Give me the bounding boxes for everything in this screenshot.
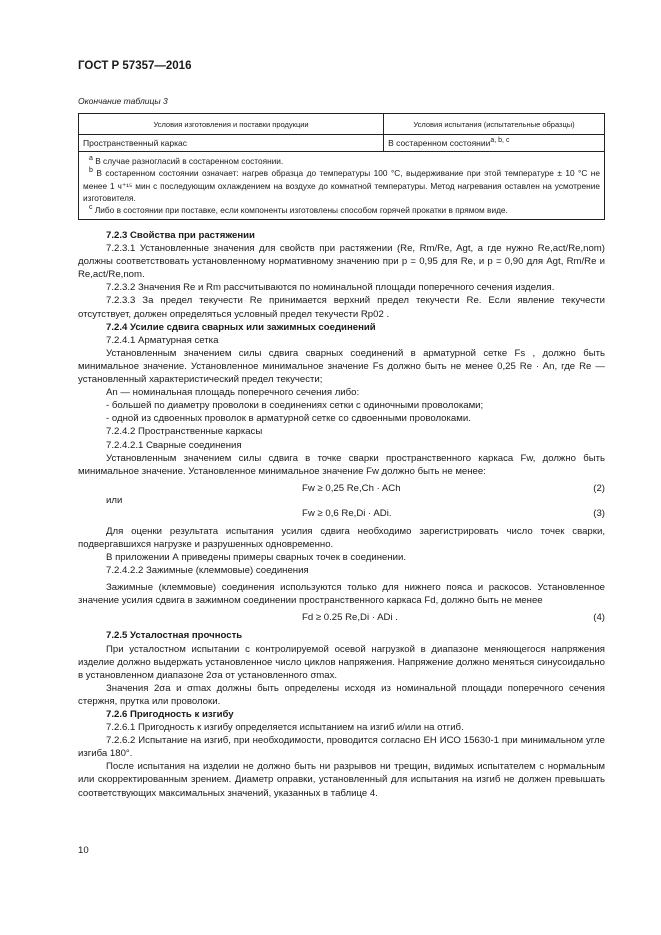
equation-3-formula: Fw ≥ 0,6 Re,Di · ADi. [302, 507, 392, 519]
heading-7-2-4: 7.2.4 Усилие сдвига сварных или зажимных соединений [106, 321, 376, 333]
para-7-2-4-2-2: 7.2.4.2.2 Зажимные (клеммовые) соединения [106, 565, 309, 577]
heading-7-2-3: 7.2.3 Свойства при растяжении [106, 230, 255, 241]
table-header-test: Условия испытания (испытательные образцы) [384, 114, 605, 135]
table-cell-condition: В состаренном состоянии$^{a, b, c}$ [384, 135, 605, 152]
table-caption: Окончание таблицы 3 [78, 96, 168, 106]
equation-4-number: (4) [593, 612, 605, 624]
para-7-2-4-2-1: 7.2.4.2.1 Сварные соединения [106, 439, 242, 451]
table-header-production: Условия изготовления и поставки продукции [79, 114, 384, 135]
para-evaluation: Для оценки результата испытания усилия сдвига необходимо зарегистрировать число точек сварки, подвергавшихся нагрузке и разрушенных одновременно. [78, 525, 605, 550]
equation-4 [78, 607, 605, 629]
para-annex-a: В приложении А приведены примеры сварных точек в соединении. [106, 552, 407, 564]
equation-2 [78, 478, 605, 500]
heading-7-2-6: 7.2.6 Пригодность к изгибу [106, 709, 234, 720]
para-7-2-3-2: 7.2.3.2 Значения Re и Rm рассчитываются по номинальной площади поперечного сечения изделия. [106, 282, 555, 294]
para-7-2-3-3: 7.2.3.3 За предел текучести Re принимается верхний предел текучести Re. Если явление текучести отсутствует, должен определяться условный предел текучести Rp02 . [78, 295, 605, 320]
para-mesh-shear: Установленным значением силы сдвига сварных соединений в арматурной сетке Fs , должно быть минимальное значение. Установленное минимальное значение Fs должно быть не менее 0,25 Re · An, где Re — установленный характеристический предел текучести; [78, 347, 605, 386]
document-header: ГОСТ Р 57357—2016 [78, 60, 192, 72]
para-an-def: An — номинальная площадь поперечного сечения либо: [106, 387, 360, 399]
equation-3-number: (3) [593, 507, 605, 519]
equation-2-number: (2) [593, 482, 605, 494]
para-7-2-6-2: 7.2.6.2 Испытание на изгиб, при необходимости, проводится согласно ЕН ИСО 15630-1 при минимальном угле изгиба 180°. [78, 735, 605, 760]
para-clamp-shear: Зажимные (клеммовые) соединения используются только для нижнего пояса и раскосов. Установленное значение усилия сдвига в зажимном соединении пространственного каркаса Fd, должно быть не менее [78, 582, 605, 607]
para-after-test: После испытания на изделии не должно быть ни разрывов ни трещин, видимых испытателем с нормальным или скорректированным зрением. Диаметр оправки, установленный для испытания на изгиб не должен превышать соответствующих максимальных значений, указанных в таблице 4. [78, 761, 605, 799]
para-sigma-values: Значения 2σa и σmax должны быть определены исходя из номинальной площади поперечного сечения стержня, прутка или проволоки. [78, 682, 605, 707]
page-number: 10 [78, 845, 89, 856]
para-7-2-4-1: 7.2.4.1 Арматурная сетка [106, 334, 219, 346]
para-7-2-4-2: 7.2.4.2 Пространственные каркасы [106, 426, 263, 438]
main-text [78, 229, 605, 800]
equation-2-formula: Fw ≥ 0,25 Re,Ch · ACh [302, 482, 401, 494]
list-item-double-wire: - одной из сдвоенных проволок в арматурной сетке со сдвоенными проволоками. [106, 413, 471, 425]
text-or: или [106, 494, 123, 506]
table-footnotes: $^a$ В случае разногласий в состаренном состоянии. $^b$ В состаренном состоянии означает: нагрев образца до температуры 100 °С, выдерживание при этой температуре ± 10 °С не менее 1 ч⁺¹⁵ мин с последующим охлаждением на воздухе до комнатной температуры. Метод нагревания оставлен на усмотрение изготовителя. $^c$ Либо в состоянии при поставке, если компоненты изготовлены способом горячей прокатки в прямом виде. [79, 152, 605, 220]
table-cell-product: Пространственный каркас [79, 135, 384, 152]
para-fatigue: При усталостном испытании с контролируемой осевой нагрузкой в диапазоне меняющегося напряжения изделие должно выдержать установленное число циклов напряжения. Напряжение должно меняться синусоидально в установленном диапазоне 2σa от установленного σmax. [78, 643, 605, 681]
equation-3 [78, 503, 605, 525]
equation-4-formula: Fd ≥ 0.25 Re,Di · ADi . [302, 612, 398, 624]
heading-7-2-5: 7.2.5 Усталостная прочность [106, 630, 243, 642]
table-3-end [78, 113, 605, 220]
para-weld-shear: Установленным значением силы сдвига в точке сварки пространственного каркаса Fw, должно быть минимальное значение. Установленное минимальное значение Fw должно быть не менее: [78, 452, 605, 477]
para-7-2-3-1: 7.2.3.1 Установленные значения для свойств при растяжении (Re, Rm/Re, Agt, а где нужно Re,act/Re,nom) должны соответствовать установленному нормативному значению при p = 0,95 для Re, и p = 0,90 для Agt, Rm/Re и Re,act/Re,nom. [78, 243, 605, 281]
list-item-larger-wire: - большей по диаметру проволоки в соединениях сетки с одиночными проволоками; [106, 400, 484, 412]
para-7-2-6-1: 7.2.6.1 Пригодность к изгибу определяется испытанием на изгиб и/или на отгиб. [106, 722, 464, 734]
